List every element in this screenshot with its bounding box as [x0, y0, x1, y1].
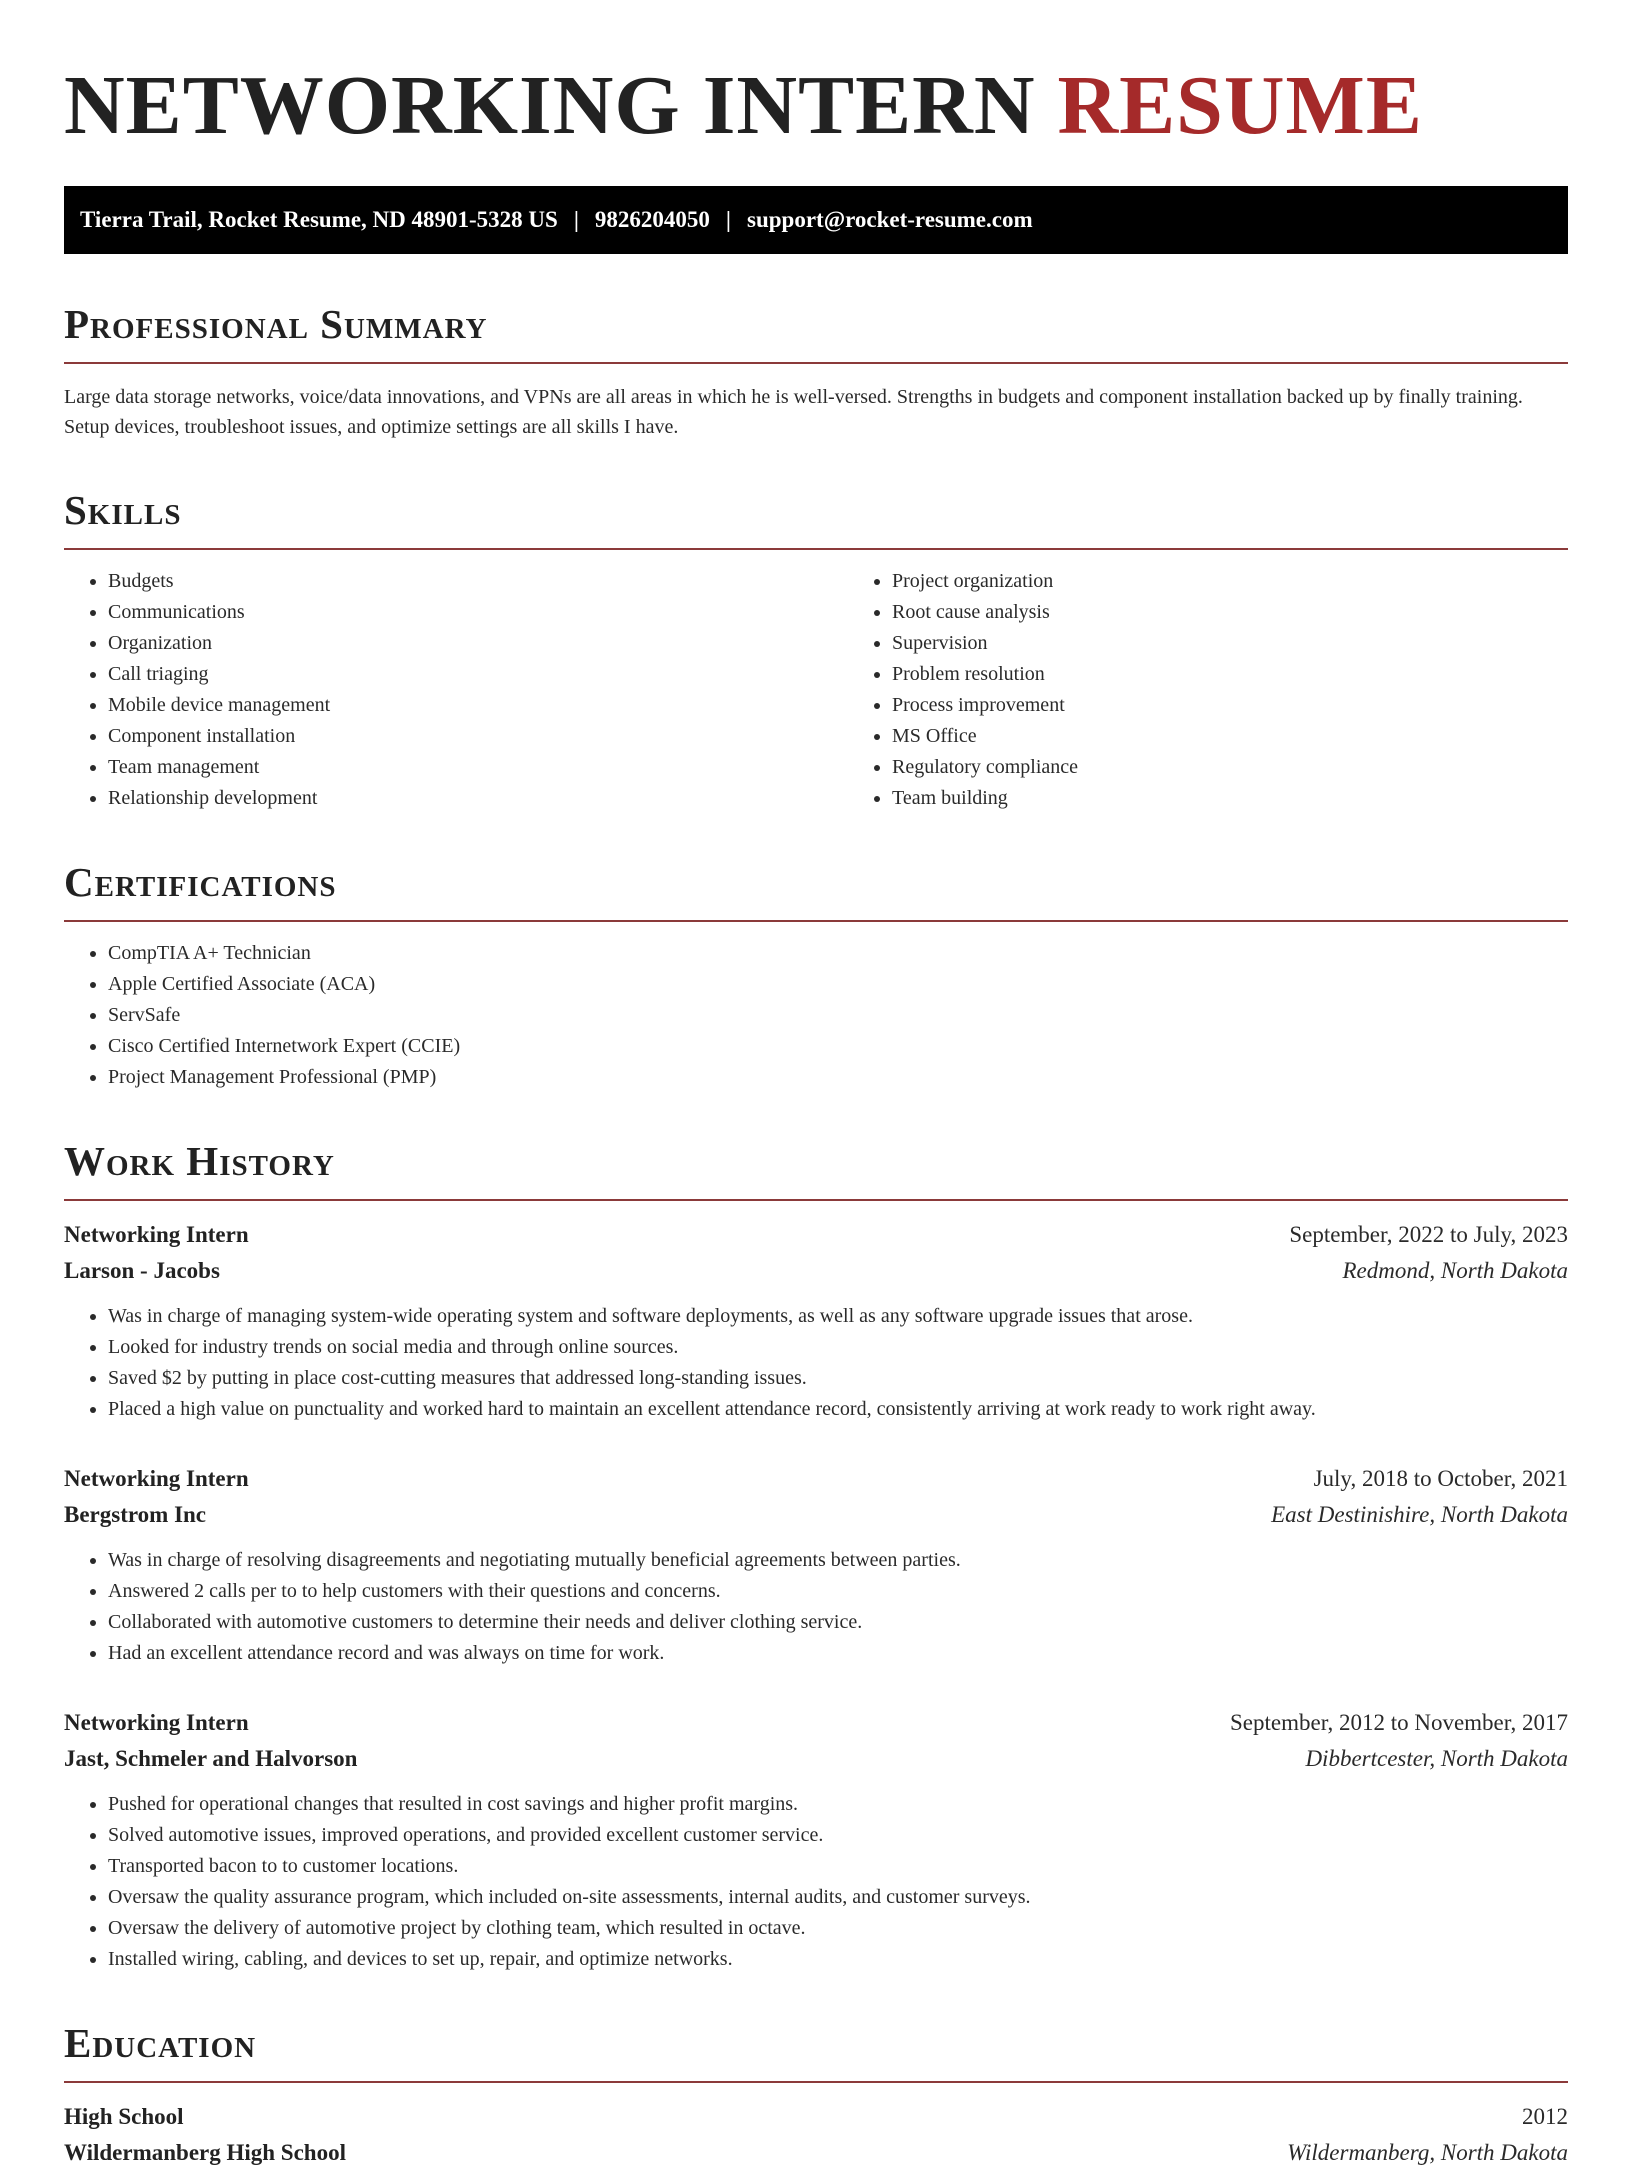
- section-heading: Certifications: [64, 858, 1568, 922]
- title-accent: RESUME: [1057, 59, 1423, 152]
- job-bullet: • Collaborated with automotive customers to determine their needs and deliver clothing service.: [108, 1607, 1568, 1638]
- job-dates: September, 2022 to July, 2023: [1289, 1222, 1568, 1247]
- certifications-section: [64, 858, 1568, 1093]
- title-main: NETWORKING INTERN: [64, 59, 1036, 152]
- job-bullet: • Looked for industry trends on social media and through online sources.: [108, 1332, 1568, 1363]
- job-company-row: [64, 1741, 1568, 1777]
- job-company: Bergstrom Inc: [64, 1502, 207, 1527]
- job-bullets: [64, 1545, 1568, 1669]
- job-dates: September, 2012 to November, 2017: [1230, 1710, 1568, 1735]
- job-bullet: • Was in charge of managing system-wide operating system and software deployments, as well as any software upgrade issues that arose.: [108, 1301, 1568, 1332]
- education-school: Wildermanberg High School: [64, 2140, 346, 2165]
- skills-list-left: [64, 566, 848, 814]
- education-year: 2012: [1522, 2104, 1568, 2129]
- job-bullet: • Installed wiring, cabling, and devices to set up, repair, and optimize networks.: [108, 1944, 1568, 1975]
- certifications-list: [64, 938, 1568, 1093]
- job-location: Redmond, North Dakota: [1342, 1258, 1568, 1283]
- education-school-row: [64, 2135, 1568, 2171]
- job-location: Dibbertcester, North Dakota: [1305, 1746, 1568, 1771]
- contact-phone: 9826204050: [594, 207, 710, 232]
- skill-item: • Team building: [892, 783, 1078, 814]
- job-header-row: [64, 1705, 1568, 1741]
- education-entry: [64, 2099, 1568, 2171]
- resume-title: [64, 0, 1568, 154]
- job-entry: [64, 1217, 1568, 1425]
- summary-text: Large data storage networks, voice/data innovations, and VPNs are all areas in which he is well-versed. Strengths in budgets and component installation backed up by finally training. Setup devices, troubleshoot issues, and optimize settings are all skills I have.: [64, 386, 1523, 438]
- skill-item: • Regulatory compliance: [892, 752, 1078, 783]
- section-heading: Skills: [64, 486, 1568, 550]
- education-location: Wildermanberg, North Dakota: [1287, 2140, 1568, 2165]
- skills-list-right: [848, 566, 1078, 814]
- contact-separator: |: [725, 207, 731, 232]
- skill-item: • Team management: [108, 752, 848, 783]
- job-dates: July, 2018 to October, 2021: [1313, 1466, 1568, 1491]
- job-bullet: • Had an excellent attendance record and was always on time for work.: [108, 1638, 1568, 1669]
- job-bullets: [64, 1301, 1568, 1425]
- skill-item: • Communications: [108, 597, 848, 628]
- skill-item: • Organization: [108, 628, 848, 659]
- job-title: Networking Intern: [64, 1710, 249, 1735]
- section-heading: Work History: [64, 1137, 1568, 1201]
- skill-item: • Mobile device management: [108, 690, 848, 721]
- job-bullet: • Solved automotive issues, improved operations, and provided excellent customer service.: [108, 1820, 1568, 1851]
- job-header-row: [64, 1217, 1568, 1253]
- work-history-section: [64, 1137, 1568, 1975]
- contact-address: Tierra Trail, Rocket Resume, ND 48901-5328 US: [80, 207, 558, 232]
- certification-item: • ServSafe: [108, 1000, 1568, 1031]
- contact-bar: [64, 186, 1568, 254]
- education-section: [64, 2019, 1568, 2171]
- job-company: Larson - Jacobs: [64, 1258, 220, 1283]
- skill-item: • Root cause analysis: [892, 597, 1078, 628]
- job-bullet: • Answered 2 calls per to to help customers with their questions and concerns.: [108, 1576, 1568, 1607]
- job-company-row: [64, 1497, 1568, 1533]
- job-bullet: • Was in charge of resolving disagreements and negotiating mutually beneficial agreements between parties.: [108, 1545, 1568, 1576]
- job-bullet: • Oversaw the quality assurance program, which included on-site assessments, internal audits, and customer surveys.: [108, 1882, 1568, 1913]
- contact-separator: |: [573, 207, 579, 232]
- job-bullet: • Pushed for operational changes that resulted in cost savings and higher profit margins.: [108, 1789, 1568, 1820]
- job-bullet: • Transported bacon to to customer locations.: [108, 1851, 1568, 1882]
- section-heading: Education: [64, 2019, 1568, 2083]
- job-title: Networking Intern: [64, 1222, 249, 1247]
- job-bullet: • Oversaw the delivery of automotive project by clothing team, which resulted in octave.: [108, 1913, 1568, 1944]
- skill-item: • Supervision: [892, 628, 1078, 659]
- job-bullets: [64, 1789, 1568, 1975]
- education-degree: High School: [64, 2104, 184, 2129]
- job-bullet: • Saved $2 by putting in place cost-cutting measures that addressed long-standing issues.: [108, 1363, 1568, 1394]
- job-company-row: [64, 1253, 1568, 1289]
- job-bullet: • Placed a high value on punctuality and worked hard to maintain an excellent attendance record, consistently arriving at work ready to work right away.: [108, 1394, 1568, 1425]
- skill-item: • Project organization: [892, 566, 1078, 597]
- certification-item: • Cisco Certified Internetwork Expert (CCIE): [108, 1031, 1568, 1062]
- section-heading: Professional Summary: [64, 300, 1568, 364]
- skill-item: • Relationship development: [108, 783, 848, 814]
- skill-item: • Budgets: [108, 566, 848, 597]
- certification-item: • Apple Certified Associate (ACA): [108, 969, 1568, 1000]
- skill-item: • Process improvement: [892, 690, 1078, 721]
- skill-item: • Call triaging: [108, 659, 848, 690]
- certification-item: • CompTIA A+ Technician: [108, 938, 1568, 969]
- job-header-row: [64, 1461, 1568, 1497]
- education-header-row: [64, 2099, 1568, 2135]
- certification-item: • Project Management Professional (PMP): [108, 1062, 1568, 1093]
- skills-section: [64, 486, 1568, 814]
- skill-item: • Component installation: [108, 721, 848, 752]
- job-entry: [64, 1705, 1568, 1975]
- job-title: Networking Intern: [64, 1466, 249, 1491]
- job-company: Jast, Schmeler and Halvorson: [64, 1746, 358, 1771]
- job-entry: [64, 1461, 1568, 1669]
- skill-item: • Problem resolution: [892, 659, 1078, 690]
- skill-item: • MS Office: [892, 721, 1078, 752]
- professional-summary-section: [64, 300, 1568, 442]
- job-location: East Destinishire, North Dakota: [1271, 1502, 1568, 1527]
- contact-email: support@rocket-resume.com: [747, 207, 1033, 232]
- skills-grid: [64, 566, 1568, 814]
